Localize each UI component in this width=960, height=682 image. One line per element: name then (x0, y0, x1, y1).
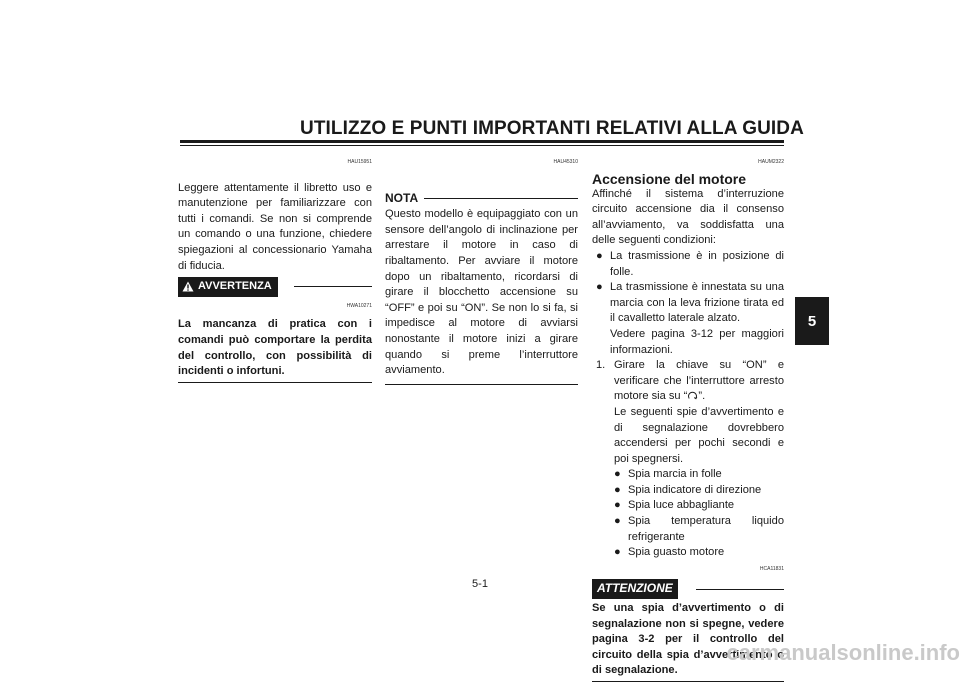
nota-label: NOTA (385, 190, 419, 205)
chapter-tab: 5 (795, 297, 829, 345)
see-page-note: Vedere pagina 3-12 per maggiori informazioni. (610, 327, 784, 356)
bullet-icon: ● (614, 468, 621, 481)
light-text: Spia indicatore di direzione (628, 483, 762, 496)
page-number: 5-1 (472, 578, 488, 590)
warning-end-rule (178, 382, 372, 383)
reference-code: HAUM2322 (758, 159, 784, 165)
light-text: Spia guasto motore (628, 546, 725, 559)
column-3 (592, 155, 784, 682)
list-item (592, 280, 784, 327)
engine-run-icon (687, 390, 698, 400)
warning-triangle-icon (182, 281, 194, 292)
column-2 (385, 155, 578, 385)
warning-header (178, 277, 372, 297)
step-text-b: ”. (698, 390, 706, 403)
bullet-icon: ● (614, 483, 621, 496)
warning-label-text: AVVERTENZA (198, 280, 272, 293)
header-rule-thin (180, 145, 784, 146)
condition-text: La trasmissione è in posizione di folle. (610, 249, 784, 278)
light-item (614, 467, 784, 483)
light-item (614, 498, 784, 514)
light-item (614, 545, 784, 561)
caution-text: Se una spia d’avvertimento o di segnalazione non si spegne, vedere pagina 3-2 per il controllo del circuito della spia d’avvertimento o di segnalazione. (592, 602, 784, 677)
nota-text: Questo modello è equipaggiato con un sensore dell’angolo di inclinazione per arrestare il motore in caso di ribaltamento. Per avviare il motore dopo un ribaltamento, ricordarsi di girare il blocchetto accensione su “OFF” e poi su “ON”. Se non lo si fa, si impedisce al motore di avviarsi nonostante il motore inizi a girare quando si preme l’interruttore avviamento. (385, 208, 578, 377)
bullet-icon: ● (614, 499, 621, 512)
list-item (592, 249, 784, 280)
warning-rule (294, 286, 372, 287)
watermark: carmanualsonline.info (726, 640, 960, 665)
step-text-2: Le seguenti spie d’avvertimento e di segnalazione dovrebbero accendersi per pochi secondi e poi spegnersi. (614, 405, 784, 465)
warning-text: La mancanza di pratica con i comandi può comportare la perdita del controllo, con possibilità di incidenti o infortuni. (178, 318, 372, 378)
page-title: UTILIZZO E PUNTI IMPORTANTI RELATIVI ALLA GUIDA (300, 118, 804, 139)
light-text: Spia temperatura liquido refrigerante (628, 515, 784, 543)
step-number: 1. (596, 359, 606, 372)
bullet-icon: ● (596, 281, 603, 294)
condition-text: La trasmissione è innestata su una marcia con la leva frizione tirata ed il cavalletto laterale alzato. (610, 281, 784, 325)
step-text-a: Girare la chiave su “ON” e verificare che l’interruttore arresto motore sia su “ (614, 359, 784, 403)
header-rule (180, 140, 784, 143)
reference-code: HAU45310 (553, 159, 578, 165)
intro-paragraph: Leggere attentamente il libretto uso e manutenzione per familiarizzare con tutti i comandi. Se non si comprende un comando o una funzione, chiedere spiegazioni al concessionario Yamaha di fiducia. (178, 181, 372, 272)
caution-code: HCA11831 (759, 565, 784, 572)
step-text (614, 358, 784, 405)
section-intro: Affinché il sistema d’interruzione circuito accensione dia il consenso all’avviamento, va soddisfatta una delle seguenti condizioni: (592, 187, 784, 247)
light-text: Spia luce abbagliante (628, 499, 735, 512)
reference-code: HAU15951 (347, 159, 372, 165)
bullet-icon: ● (614, 546, 621, 559)
bullet-icon: ● (596, 249, 603, 262)
nota-end-rule (385, 384, 578, 385)
section-heading: Accensione del motore (592, 170, 747, 187)
light-item (614, 514, 784, 545)
column-1 (178, 155, 372, 383)
step-item (592, 358, 784, 561)
bullet-icon: ● (614, 515, 621, 528)
light-text: Spia marcia in folle (628, 468, 722, 481)
warning-code: HWA10271 (346, 302, 372, 309)
caution-header (592, 579, 784, 599)
caution-rule (696, 589, 784, 590)
light-item (614, 483, 784, 499)
caution-label: ATTENZIONE (592, 579, 678, 599)
nota-header (385, 191, 578, 207)
warning-label (178, 277, 278, 297)
nota-rule (424, 198, 578, 199)
